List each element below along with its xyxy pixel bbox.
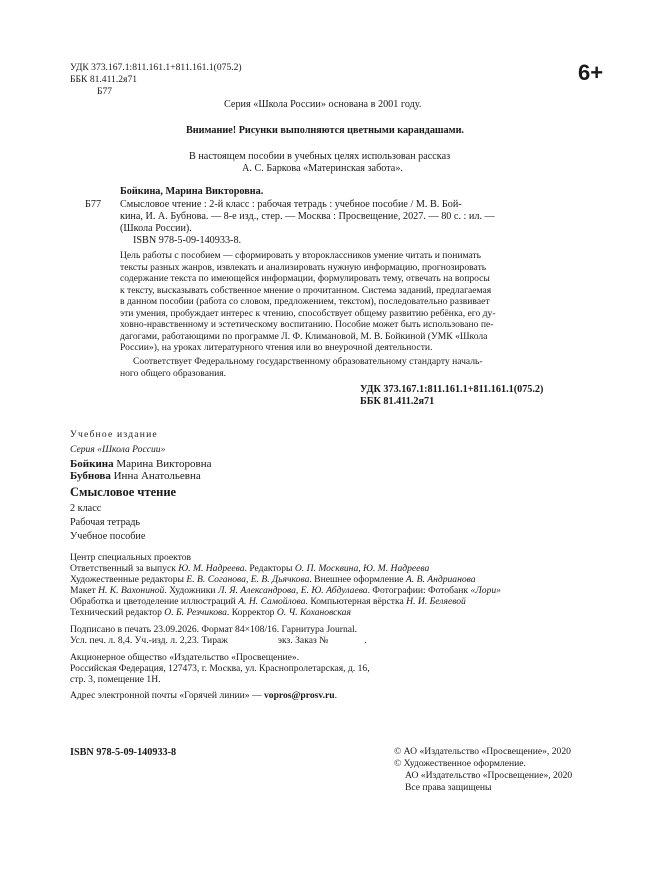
credit-person: Н. И. Беляевой — [406, 596, 466, 607]
credits-line-2 — [70, 574, 476, 586]
series-name: Серия «Школа России» — [70, 444, 166, 455]
credit-person: А. Н. Самойлова — [238, 596, 306, 607]
age-rating: 6+ — [578, 60, 604, 85]
story-note-line2: А. С. Баркова «Материнская забота». — [242, 163, 403, 174]
author-2-name: Инна Анатольевна — [110, 470, 201, 482]
abstract-line: Цель работы с пособием — сформировать у второклассников умение читать и понимать — [120, 250, 482, 261]
bbk-bottom: ББК 81.411.2я71 — [360, 396, 435, 407]
credit-person: А. В. Андрианова — [405, 574, 476, 585]
publisher-line-1: Акционерное общество «Издательство «Просвещение». — [70, 652, 300, 663]
publisher-line-3: стр. 3, помещение 1Н. — [70, 674, 161, 685]
credits-line-4 — [70, 596, 466, 608]
credit-person: О. Ч. Кохановская — [276, 607, 351, 618]
hotline — [70, 690, 337, 702]
abstract-line: тексты разных жанров, извлекать и анализировать нужную информацию, прогнозировать — [120, 261, 487, 273]
credit-person: «Лори» — [470, 585, 501, 596]
copyright-3: АО «Издательство «Просвещение», 2020 — [405, 770, 573, 781]
abstract-line: в данном пособии (работа со словом, предложением, текстом), последовательно развивает — [120, 296, 490, 307]
credit-person: Е. В. Соганова, Е. В. Дьячкова — [186, 574, 310, 585]
catalog-desc-line-2: кина, И. А. Бубнова. — 8-е изд., стер. — Москва : Просвещение, 2027. — 80 с. : ил. — — [120, 211, 495, 222]
print-info-part: Усл. печ. л. 8,4. Уч.-изд. л. 2,23. Тираж — [70, 635, 228, 646]
story-note-line1: В настоящем пособии в учебных целях использован рассказ — [189, 151, 451, 162]
credit-person: О. П. Москвина, Ю. М. Надреева — [294, 563, 430, 574]
catalog-author-heading: Бойкина, Марина Викторовна. — [120, 186, 264, 197]
author-1-name: Марина Викторовна — [113, 458, 212, 470]
kind-textbook: Учебное пособие — [70, 531, 146, 542]
credit-role: . Художники — [164, 585, 218, 596]
abstract-line: к тексту, высказывать собственное мнение о прочитанном. Система заданий, предлагаемая — [120, 284, 492, 296]
credit-role: . Корректор — [226, 607, 277, 618]
publisher-line-2: Российская Федерация, 127473, г. Москва, ул. Краснопролетарская, д. 16, — [70, 663, 370, 674]
credit-person: Л. Я. Александрова, Е. Ю. Абдулаева — [217, 585, 368, 596]
hotline-label: Адрес электронной почты «Горячей линии» — — [70, 690, 264, 701]
credit-person: Ю. М. Надреева — [178, 563, 245, 574]
udk-bottom: УДК 373.167.1:811.161.1+811.161.1(075.2) — [360, 384, 544, 395]
series-note: Серия «Школа России» основана в 2001 году. — [224, 99, 422, 110]
credit-role: . Редакторы — [244, 563, 295, 574]
abstract-line: содержание текста по имеющейся информации, формулировать тему, отвечать на вопросы — [120, 273, 490, 284]
credit-role: Ответственный за выпуск — [70, 563, 179, 574]
hotline-email[interactable]: vopros@prosv.ru — [263, 690, 335, 701]
credit-role: . Внешнее оформление — [309, 574, 406, 585]
print-info-line-2 — [70, 635, 367, 647]
standard-line-2: ного общего образования. — [120, 368, 227, 379]
print-info-part: экз. Заказ № — [277, 635, 329, 646]
credit-role: Обработка и цветоделение иллюстраций — [70, 596, 239, 607]
hotline-end: . — [334, 690, 338, 701]
footer-isbn: ISBN 978-5-09-140933-8 — [70, 747, 177, 758]
catalog-isbn: ISBN 978-5-09-140933-8. — [133, 235, 242, 246]
credit-role: Макет — [70, 585, 99, 596]
udk-top: УДК 373.167.1:811.161.1+811.161.1(075.2) — [70, 62, 242, 73]
standard-line-1: Соответствует Федеральному государственному образовательному стандарту началь- — [133, 356, 483, 367]
credits-line-1 — [70, 563, 429, 575]
catalog-desc-line-3: (Школа России). — [120, 223, 192, 234]
grade: 2 класс — [70, 503, 102, 514]
abstract-line: России»), на уроках литературного чтения или во внеурочной деятельности. — [120, 342, 433, 353]
print-info-part: . — [364, 635, 367, 646]
catalog-mark: Б77 — [85, 199, 102, 210]
credit-person: Н. К. Вахониной — [98, 585, 165, 596]
abstract-line: эти умения, пробуждает интерес к чтению, способствует общему развитию ребёнка, его ду- — [120, 307, 496, 319]
author-2 — [70, 470, 201, 483]
credits-line-5 — [70, 607, 351, 619]
catalog-desc-line-1: Смысловое чтение : 2-й класс : рабочая тетрадь : учебное пособие / М. В. Бой- — [120, 199, 462, 210]
book-title: Смысловое чтение — [70, 485, 177, 499]
abstract-line: ховно-нравственному и эстетическому воспитанию. Пособие может быть использовано пе- — [120, 319, 494, 330]
abstract — [120, 250, 590, 354]
copyright-1: © АО «Издательство «Просвещение», 2020 — [394, 746, 571, 757]
author-2-surname: Бубнова — [70, 470, 111, 482]
kind-workbook: Рабочая тетрадь — [70, 517, 141, 528]
author-mark-top: Б77 — [97, 86, 113, 97]
edition-type: Учебное издание — [70, 429, 158, 440]
author-1-surname: Бойкина — [70, 458, 114, 470]
credit-role: Художественные редакторы — [70, 574, 187, 585]
credit-role: Технический редактор — [70, 607, 165, 618]
credits-line-3 — [70, 585, 501, 597]
credit-role: . Фотографии: Фотобанк — [367, 585, 471, 596]
color-pencil-warning: Внимание! Рисунки выполняются цветными карандашами. — [186, 125, 464, 136]
abstract-line: дагогами, работающими по программе Л. Ф. Климановой, М. В. Бойкиной (УМК «Школа — [120, 330, 488, 342]
bbk-top: ББК 81.411.2я71 — [70, 74, 138, 85]
credit-person: О. Б. Резчикова — [164, 607, 227, 618]
credit-role: . Компьютерная вёрстка — [305, 596, 407, 607]
print-info-line-1: Подписано в печать 23.09.2026. Формат 84×108/16. Гарнитура Journal. — [70, 624, 358, 635]
rights-reserved: Все права защищены — [405, 782, 492, 793]
copyright-2: © Художественное оформление. — [394, 758, 526, 769]
credits-center: Центр специальных проектов — [70, 552, 192, 563]
